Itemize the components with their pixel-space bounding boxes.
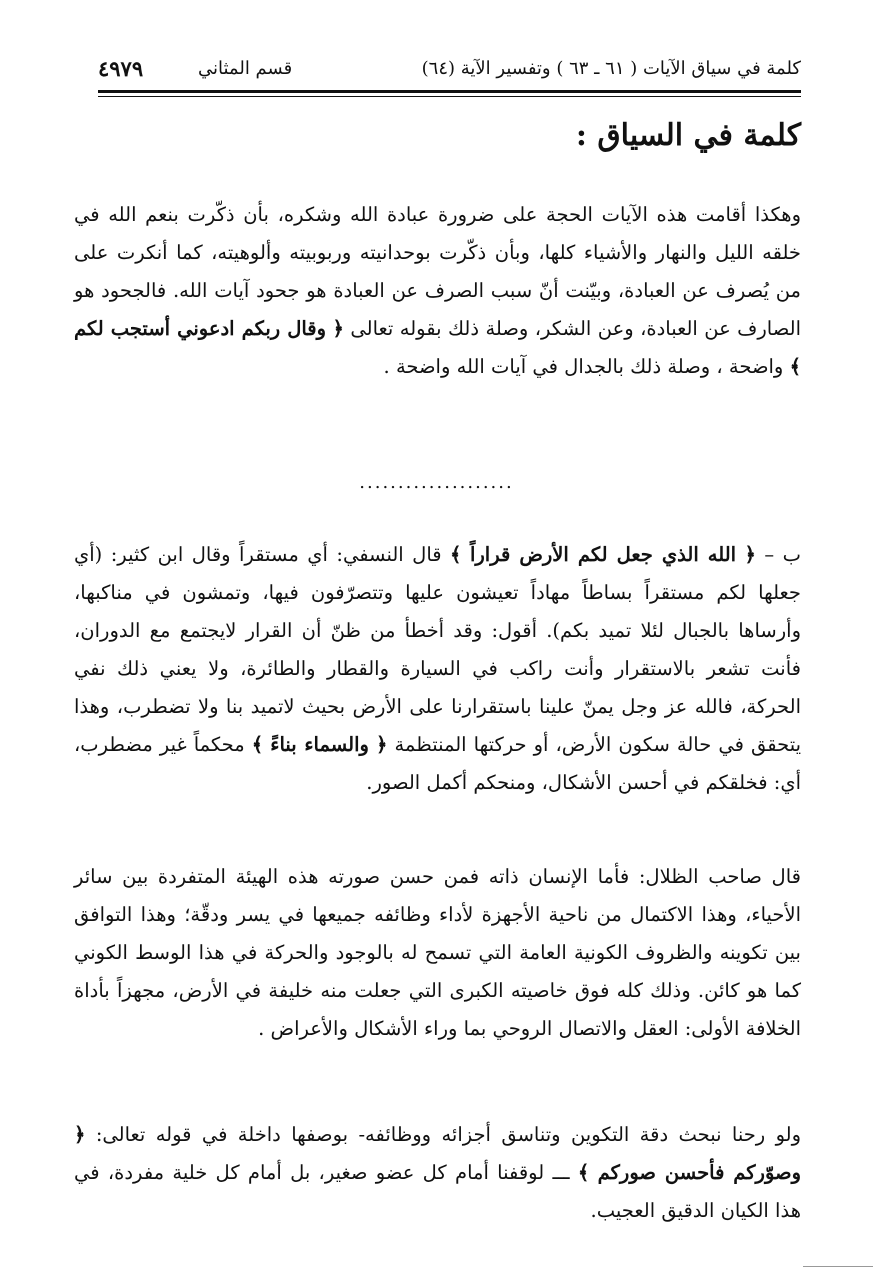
paragraph-4 xyxy=(74,1116,801,1230)
quran-bracket-close: ﴾ xyxy=(251,733,264,756)
paragraph-3-text: قال صاحب الظلال: فأما الإنسان ذاته فمن حسن صورته هذه الهيئة المتفردة بين سائر الأحياء، وهذا الاكتمال من ناحية الأجهزة لأداء وظائفه جميعها في يسر ودقّة؛ وهذا التوافق بين تكوينه والظروف الكونية العامة التي تسمح له بالوجود والحركة في هذا الوسط الكوني كما هو كائن. وذلك كله فوق خاصيته الكبرى التي جعلت منه خليفة في الأرض، مجهزاً بأداة الخلافة الأولى: العقل والاتصال الروحي بما وراء الأشكال والأعراض . xyxy=(74,865,801,1040)
running-title: كلمة في سياق الآيات ( ٦١ ـ ٦٣ ) وتفسير الآية (٦٤) xyxy=(421,58,801,79)
quran-verse: الله الذي جعل لكم الأرض قراراً xyxy=(469,543,737,566)
paragraph-3 xyxy=(74,858,801,1048)
paragraph-1-text-a: وهكذا أقامت هذه الآيات الحجة على ضرورة عبادة الله وشكره، بأن ذكّرت بنعم الله في خلقه الليل والنهار والأشياء كلها، وبأن ذكّرت بوحدانيته وربوبيته وألوهيته، كما أنكرت على من يُصرف عن العبادة، وبيّنت أنّ سبب الصرف عن العبادة هو جحود آيات الله. فالجحود هو الصارف عن العبادة، وعن الشكر، وصلة ذلك بقوله تعالى xyxy=(74,203,802,340)
quran-bracket-open: ﴿ xyxy=(375,733,388,756)
quran-bracket-close: ﴾ xyxy=(789,355,801,378)
paragraph-2 xyxy=(74,536,801,802)
paragraph-4-text-b: ـــ لوقفنا أمام كل عضو صغير، بل أمام كل خلية مفردة، في هذا الكيان الدقيق العجيب. xyxy=(74,1161,801,1222)
quran-bracket-close: ﴾ xyxy=(450,543,462,566)
page-number: ٤٩٧٩ xyxy=(98,56,144,81)
quran-bracket-open: ﴿ xyxy=(332,317,344,340)
scan-edge-line xyxy=(803,1266,873,1267)
page-header xyxy=(98,50,801,90)
paragraph-4-text-a: ولو رحنا نبحث دقة التكوين وتناسق أجزائه ووظائفه- بوصفها داخلة في قوله تعالى: xyxy=(95,1123,802,1146)
paragraph-2-text-b: محكماً غير مضطرب، أي: فخلقكم في أحسن الأشكال، ومنحكم أكمل الصور. xyxy=(74,733,801,794)
paragraph-1 xyxy=(74,196,801,386)
separator-dots: .................... xyxy=(359,472,514,493)
quran-bracket-open: ﴿ xyxy=(74,1123,86,1146)
section-heading: كلمة في السياق : xyxy=(575,118,801,153)
section-label: قسم المثاني xyxy=(198,58,293,79)
paragraph-2-text-a: قال النسفي: أي مستقراً وقال ابن كثير: (أي جعلها لكم مستقراً بساطاً مهاداً تعيشون عليها وتتصرّفون فيها، وتمشون في مناكبها، وأرساها بالجبال لئلا تميد بكم). أقول: وقد أخطأ من ظنّ أن القرار لايجتمع مع الدوران، فأنت تشعر بالاستقرار وأنت راكب في السيارة والقطار والطائرة، ولا يعني ذلك نفي الحركة، فالله عز وجل يمنّ علينا باستقرارنا على الأرض بحيث لاتميد بنا ولا تضطرب، وهذا يتحقق في حالة سكون الأرض، أو حركتها المنتظمة xyxy=(74,543,802,756)
paragraph-2-prefix: ب – xyxy=(764,543,801,566)
quran-bracket-close: ﴾ xyxy=(577,1161,590,1184)
quran-verse: وقال ربكم ادعوني أستجب لكم xyxy=(74,317,327,340)
quran-bracket-open: ﴿ xyxy=(744,543,756,566)
paragraph-1-text-b: واضحة ، وصلة ذلك بالجدال في آيات الله واضحة . xyxy=(383,355,784,378)
header-rule-thin xyxy=(98,96,801,97)
quran-verse: وصوّركم فأحسن صوركم xyxy=(597,1161,802,1184)
header-rule-thick xyxy=(98,90,801,93)
quran-verse: والسماء بناءً xyxy=(270,733,369,756)
